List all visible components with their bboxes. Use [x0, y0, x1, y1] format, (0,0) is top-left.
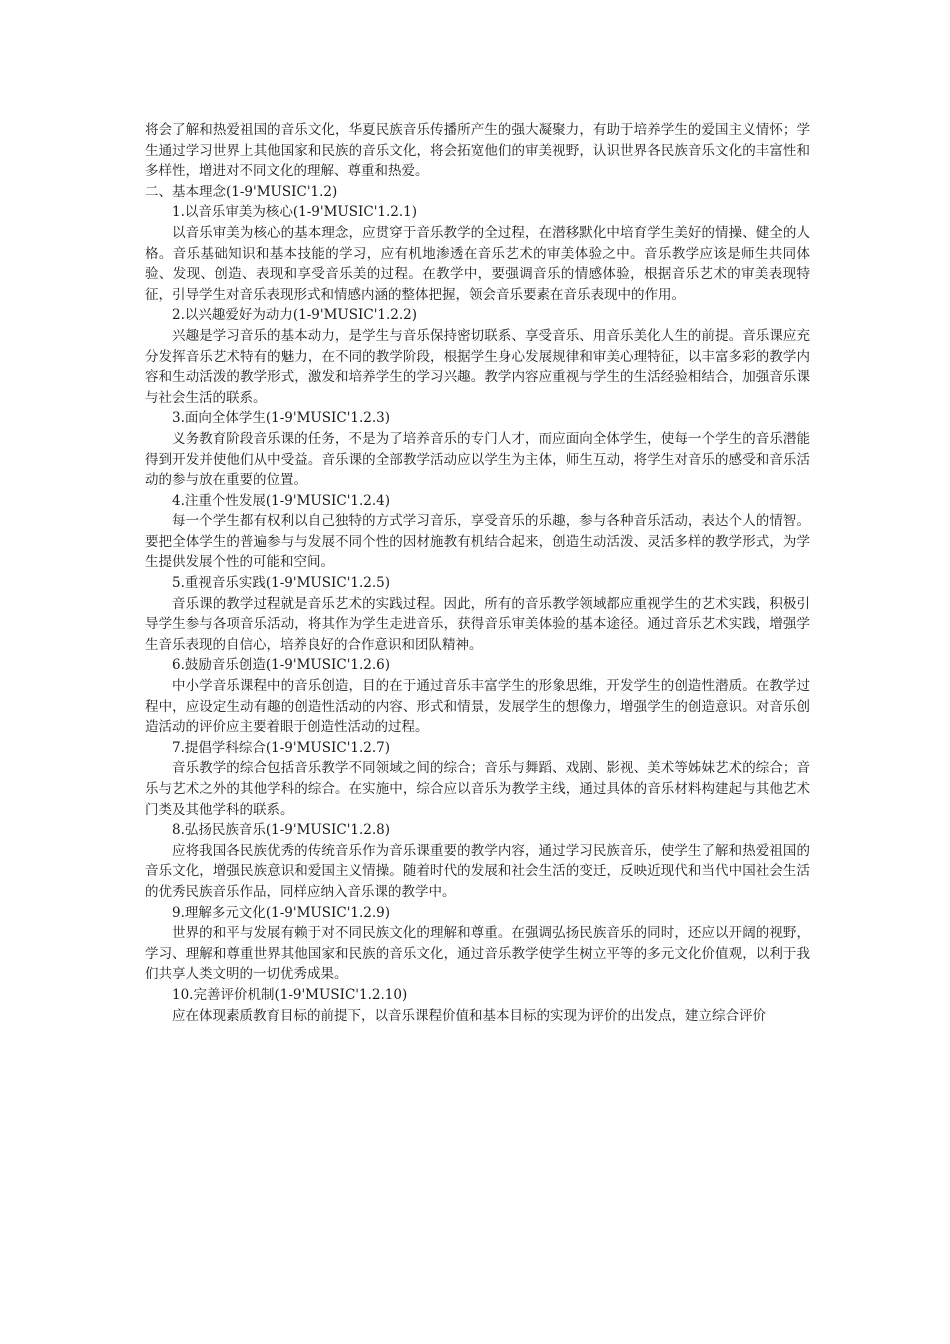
item-body-6: 中小学音乐课程中的音乐创造，目的在于通过音乐丰富学生的形象思维，开发学生的创造性潜质。在教学过程中，应设定生动有趣的创造性活动的内容、形式和情景，发展学生的想像力，增强学生的创造意识。对音乐创造活动的评价应主要着眼于创造性活动的过程。	[145, 678, 810, 736]
item-body-1: 以音乐审美为核心的基本理念，应贯穿于音乐教学的全过程，在潜移默化中培育学生美好的情操、健全的人格。音乐基础知识和基本技能的学习，应有机地渗透在音乐艺术的审美体验之中。音乐教学应该是师生共同体验、发现、创造、表现和享受音乐美的过程。在教学中，要强调音乐的情感体验，根据音乐艺术的审美表现特征，引导学生对音乐表现形式和情感内涵的整体把握，领会音乐要素在音乐表现中的作用。	[145, 224, 810, 303]
item-heading-1: 1.以音乐审美为核心(1-9'MUSIC'1.2.1)	[172, 204, 418, 221]
item-body-8: 应将我国各民族优秀的传统音乐作为音乐课重要的教学内容，通过学习民族音乐，使学生了解和热爱祖国的音乐文化，增强民族意识和爱国主义情操。随着时代的发展和社会生活的变迁，反映近现代和当代中国社会生活的优秀民族音乐作品，同样应纳入音乐课的教学中。	[145, 842, 810, 900]
item-heading-10: 10.完善评价机制(1-9'MUSIC'1.2.10)	[172, 986, 408, 1003]
item-body-4: 每一个学生都有权利以自己独特的方式学习音乐，享受音乐的乐趣，参与各种音乐活动，表达个人的情智。要把全体学生的普遍参与与发展不同个性的因材施教有机结合起来，创造生动活泼、灵活多样的教学形式，为学生提供发展个性的可能和空间。	[145, 513, 810, 571]
item-body-9: 世界的和平与发展有赖于对不同民族文化的理解和尊重。在强调弘扬民族音乐的同时，还应以开阔的视野，学习、理解和尊重世界其他国家和民族的音乐文化，通过音乐教学使学生树立平等的多元文化价值观，以利于我们共享人类文明的一切优秀成果。	[145, 925, 810, 983]
item-body-2: 兴趣是学习音乐的基本动力，是学生与音乐保持密切联系、享受音乐、用音乐美化人生的前提。音乐课应充分发挥音乐艺术特有的魅力，在不同的教学阶段，根据学生身心发展规律和审美心理特征，以丰富多彩的教学内容和生动活泼的教学形式，激发和培养学生的学习兴趣。教学内容应重视与学生的生活经验相结合，加强音乐课与社会生活的联系。	[145, 327, 810, 406]
item-heading-9: 9.理解多元文化(1-9'MUSIC'1.2.9)	[172, 904, 391, 921]
item-heading-7: 7.提倡学科综合(1-9'MUSIC'1.2.7)	[172, 739, 391, 756]
item-heading-6: 6.鼓励音乐创造(1-9'MUSIC'1.2.6)	[172, 657, 391, 674]
item-heading-2: 2.以兴趣爱好为动力(1-9'MUSIC'1.2.2)	[172, 307, 418, 324]
intro-paragraph: 将会了解和热爱祖国的音乐文化，华夏民族音乐传播所产生的强大凝聚力，有助于培养学生的爱国主义情怀；学生通过学习世界上其他国家和民族的音乐文化，将会拓宽他们的审美视野，认识世界各民族音乐文化的丰富性和多样性，增进对不同文化的理解、尊重和热爱。	[145, 122, 810, 180]
item-heading-4: 4.注重个性发展(1-9'MUSIC'1.2.4)	[172, 492, 391, 509]
item-body-5: 音乐课的教学过程就是音乐艺术的实践过程。因此，所有的音乐教学领域都应重视学生的艺术实践，积极引导学生参与各项音乐活动，将其作为学生走进音乐，获得音乐审美体验的基本途径。通过音乐艺术实践，增强学生音乐表现的自信心，培养良好的合作意识和团队精神。	[145, 595, 810, 653]
item-body-3: 义务教育阶段音乐课的任务，不是为了培养音乐的专门人才，而应面向全体学生，使每一个学生的音乐潜能得到开发并使他们从中受益。音乐课的全部教学活动应以学生为主体，师生互动，将学生对音乐的感受和音乐活动的参与放在重要的位置。	[145, 430, 810, 489]
item-heading-3: 3.面向全体学生(1-9'MUSIC'1.2.3)	[172, 410, 391, 427]
item-heading-8: 8.弘扬民族音乐(1-9'MUSIC'1.2.8)	[172, 822, 391, 839]
item-heading-5: 5.重视音乐实践(1-9'MUSIC'1.2.5)	[172, 575, 391, 592]
item-body-7: 音乐教学的综合包括音乐教学不同领域之间的综合；音乐与舞蹈、戏剧、影视、美术等姊妹艺术的综合；音乐与艺术之外的其他学科的综合。在实施中，综合应以音乐为教学主线，通过具体的音乐材料构建起与其他艺术门类及其他学科的联系。	[145, 760, 810, 818]
section-heading: 二、基本理念(1-9'MUSIC'1.2)	[145, 183, 338, 200]
item-body-10: 应在体现素质教育目标的前提下，以音乐课程价值和基本目标的实现为评价的出发点，建立综合评价	[172, 1007, 766, 1024]
document-page	[145, 120, 810, 1026]
